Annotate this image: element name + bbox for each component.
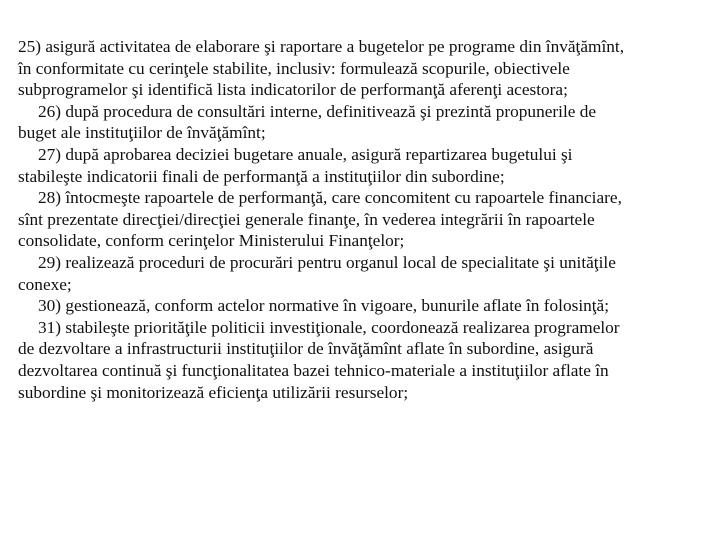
text-line: sînt prezentate direcţiei/direcţiei generale finanţe, în vederea integrării în rapoartele: [18, 209, 595, 229]
text-line: subprogramelor şi identifică lista indicatorilor de performanţă aferenţi acestora;: [18, 80, 568, 100]
text-line: 25) asigură activitatea de elaborare şi raportare a bugetelor pe programe din învăţămînt,: [18, 37, 625, 56]
text-line: 29) realizează proceduri de procurări pentru organul local de specialitate şi unităţile: [38, 252, 616, 272]
text-line: 31) stabileşte priorităţile politicii investiţionale, coordonează realizarea programelor: [38, 317, 620, 337]
text-line: buget ale instituţiilor de învăţămînt;: [18, 123, 266, 143]
text-line: 28) întocmeşte rapoartele de performanţă, care concomitent cu rapoartele financiare,: [38, 188, 622, 208]
text-line: în conformitate cu cerinţele stabilite, inclusiv: formulează scopurile, obiectivele: [18, 58, 570, 78]
text-line: consolidate, conform cerinţelor Ministerului Finanţelor;: [18, 231, 405, 251]
text-line: subordine şi monitorizează eficienţa utilizării resurselor;: [18, 382, 409, 402]
document-body: [18, 36, 718, 403]
text-line: dezvoltarea continuă şi funcţionalitatea bazei tehnico-materiale a instituţiilor aflate în: [18, 360, 609, 380]
text-line: 27) după aprobarea deciziei bugetare anuale, asigură repartizarea bugetului şi: [38, 144, 573, 164]
text-line: conexe;: [18, 274, 72, 294]
text-line: 26) după procedura de consultări interne, definitivează şi prezintă propunerile de: [38, 101, 597, 121]
text-line: de dezvoltare a infrastructurii instituţiilor de învăţămînt aflate în subordine, asigură: [18, 339, 594, 359]
text-line: 30) gestionează, conform actelor normative în vigoare, bunurile aflate în folosinţă;: [38, 296, 610, 316]
text-line: stabileşte indicatorii finali de performanţă a instituţiilor din subordine;: [18, 166, 505, 186]
